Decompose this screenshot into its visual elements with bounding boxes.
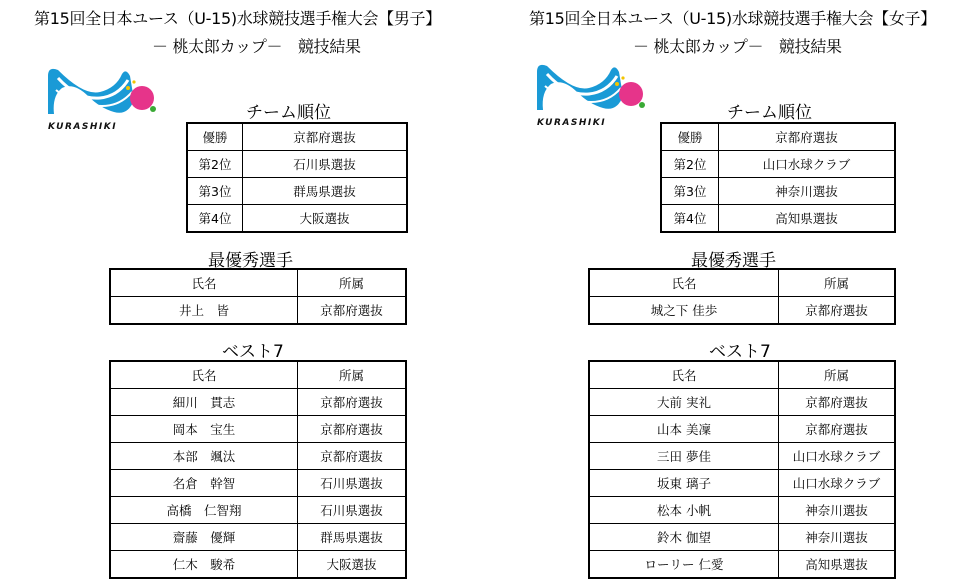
logo-wordmark: KURASHIKI: [48, 122, 118, 132]
affiliation-cell: 石川県選抜: [298, 497, 407, 524]
name-header: 氏名: [110, 269, 298, 297]
kurashiki-logo-mark: [44, 66, 164, 124]
table-row: [661, 123, 895, 151]
affiliation-cell: 京都府選抜: [779, 416, 896, 443]
name-cell: 岡本 宝生: [110, 416, 298, 443]
affiliation-cell: 大阪選抜: [298, 551, 407, 579]
name-cell: 三田 夢佳: [589, 443, 779, 470]
team-cell: 神奈川選抜: [719, 178, 896, 205]
affiliation-header: 所属: [779, 269, 896, 297]
name-cell: 本部 颯汰: [110, 443, 298, 470]
affiliation-cell: 京都府選抜: [779, 297, 896, 325]
rank-cell: 第3位: [661, 178, 719, 205]
name-cell: 高橋 仁智翔: [110, 497, 298, 524]
women-mvp-heading: 最優秀選手: [691, 251, 776, 271]
name-cell: 大前 実礼: [589, 389, 779, 416]
affiliation-cell: 山口水球クラブ: [779, 443, 896, 470]
name-cell: 細川 貫志: [110, 389, 298, 416]
team-cell: 山口水球クラブ: [719, 151, 896, 178]
table-row: [110, 497, 406, 524]
team-cell: 大阪選抜: [243, 205, 408, 233]
team-cell: 京都府選抜: [243, 123, 408, 151]
table-row: [187, 178, 407, 205]
affiliation-header: 所属: [779, 361, 896, 389]
rank-cell: 第4位: [187, 205, 243, 233]
women-results-panel: [485, 0, 970, 586]
table-row: [110, 389, 406, 416]
name-cell: 山本 美凜: [589, 416, 779, 443]
name-cell: 城之下 佳歩: [589, 297, 779, 325]
table-row: [589, 361, 895, 389]
team-cell: 石川県選抜: [243, 151, 408, 178]
table-row: [110, 551, 406, 579]
women-team-ranking-table: [660, 122, 896, 233]
table-row: [187, 151, 407, 178]
table-row: [110, 269, 406, 297]
men-team-ranking-table: [186, 122, 408, 233]
rank-cell: 優勝: [661, 123, 719, 151]
affiliation-cell: 群馬県選抜: [298, 524, 407, 551]
women-best7-heading: ベスト7: [709, 342, 771, 362]
name-header: 氏名: [589, 361, 779, 389]
men-subtitle: － 桃太郎カップ－ 競技結果: [152, 37, 361, 56]
men-best7-table: [109, 360, 407, 579]
table-row: [110, 416, 406, 443]
affiliation-cell: 京都府選抜: [298, 389, 407, 416]
name-cell: 名倉 幹智: [110, 470, 298, 497]
table-row: [589, 524, 895, 551]
name-header: 氏名: [110, 361, 298, 389]
affiliation-cell: 神奈川選抜: [779, 524, 896, 551]
table-row: [589, 443, 895, 470]
rank-cell: 第2位: [187, 151, 243, 178]
table-row: [110, 361, 406, 389]
women-best7-table: [588, 360, 896, 579]
name-cell: 仁木 駿希: [110, 551, 298, 579]
kurashiki-logo: [533, 62, 653, 132]
women-subtitle: － 桃太郎カップ－ 競技結果: [633, 37, 842, 56]
table-row: [187, 205, 407, 233]
table-row: [589, 470, 895, 497]
affiliation-header: 所属: [298, 269, 407, 297]
kurashiki-logo-mark: [533, 62, 653, 120]
table-row: [187, 123, 407, 151]
table-row: [589, 297, 895, 325]
table-row: [589, 416, 895, 443]
affiliation-header: 所属: [298, 361, 407, 389]
name-cell: ローリー 仁愛: [589, 551, 779, 579]
men-title: 第15回全日本ユース（U-15)水球競技選手権大会【男子】: [34, 9, 441, 28]
table-row: [110, 297, 406, 325]
affiliation-cell: 京都府選抜: [298, 297, 407, 325]
women-team-ranking-heading: チーム順位: [727, 103, 812, 123]
men-best7-heading: ベスト7: [222, 342, 284, 362]
men-mvp-table: [109, 268, 407, 325]
affiliation-cell: 神奈川選抜: [779, 497, 896, 524]
name-cell: 坂東 璃子: [589, 470, 779, 497]
affiliation-cell: 京都府選抜: [298, 416, 407, 443]
table-row: [589, 269, 895, 297]
women-title: 第15回全日本ユース（U-15)水球競技選手権大会【女子】: [529, 9, 936, 28]
kurashiki-logo: [44, 66, 164, 136]
name-cell: 井上 皆: [110, 297, 298, 325]
rank-cell: 第4位: [661, 205, 719, 233]
affiliation-cell: 石川県選抜: [298, 470, 407, 497]
logo-wordmark: KURASHIKI: [537, 118, 607, 128]
team-cell: 京都府選抜: [719, 123, 896, 151]
team-cell: 高知県選抜: [719, 205, 896, 233]
table-row: [110, 470, 406, 497]
table-row: [589, 389, 895, 416]
name-cell: 鈴木 伽望: [589, 524, 779, 551]
affiliation-cell: 京都府選抜: [298, 443, 407, 470]
name-cell: 齋藤 優輝: [110, 524, 298, 551]
table-row: [110, 524, 406, 551]
table-row: [110, 443, 406, 470]
name-cell: 松本 小帆: [589, 497, 779, 524]
table-row: [589, 551, 895, 579]
rank-cell: 優勝: [187, 123, 243, 151]
men-mvp-heading: 最優秀選手: [208, 251, 293, 271]
table-row: [661, 151, 895, 178]
table-row: [589, 497, 895, 524]
table-row: [661, 205, 895, 233]
affiliation-cell: 京都府選抜: [779, 389, 896, 416]
name-header: 氏名: [589, 269, 779, 297]
rank-cell: 第3位: [187, 178, 243, 205]
table-row: [661, 178, 895, 205]
men-team-ranking-heading: チーム順位: [246, 103, 331, 123]
affiliation-cell: 山口水球クラブ: [779, 470, 896, 497]
women-mvp-table: [588, 268, 896, 325]
affiliation-cell: 高知県選抜: [779, 551, 896, 579]
rank-cell: 第2位: [661, 151, 719, 178]
team-cell: 群馬県選抜: [243, 178, 408, 205]
